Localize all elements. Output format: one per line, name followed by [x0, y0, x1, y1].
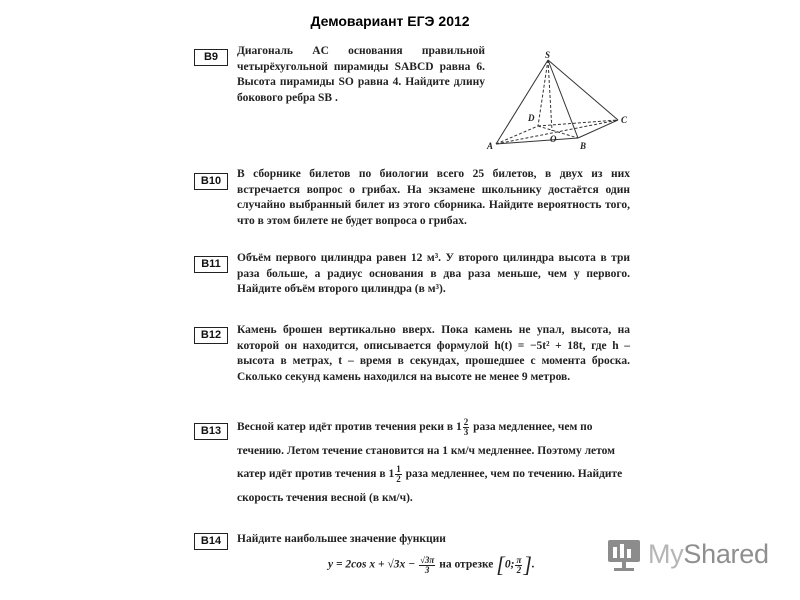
fraction-numerator: 1 — [396, 464, 401, 474]
task-text-b10: В сборнике билетов по биологии всего 25 билетов, в двух из них встречается вопрос о грибах. На экзамене школьнику достаётся один случайно выбранный билет из этого сборника. Найдите вероятность того, что в этом билете не будет вопроса о грибах. — [237, 168, 630, 227]
formula-interval-label: на отрезке — [439, 558, 494, 571]
fraction-denominator: 3 — [463, 427, 469, 437]
logo-text — [648, 539, 769, 570]
fraction — [419, 556, 435, 575]
task-label-b10: B10 — [194, 173, 228, 190]
fraction-denominator: 2 — [396, 474, 401, 484]
myshared-logo — [606, 536, 769, 572]
fraction — [463, 418, 470, 437]
interval-start: 0; — [504, 558, 515, 571]
b13-line3-tail: раза медленнее, чем по течению. Найдите — [405, 468, 623, 481]
fraction — [395, 465, 402, 484]
fraction-numerator: √3π — [419, 554, 435, 565]
fraction-denominator: 3 — [424, 564, 430, 575]
task-label-b12: B12 — [194, 327, 228, 344]
right-bracket: ] — [523, 552, 532, 577]
vertex-label-s: S — [545, 50, 551, 60]
task-text-b12: Камень брошен вертикально вверх. Пока камень не упал, высота, на которой он находится, описывается формулой h(t) = −5t² + 18t, где h – высота в метрах, t – время в секундах, прошедшее с момента броска. Сколько секунд камень находился на высоте не менее 9 метров. — [237, 324, 630, 383]
task-label-b14: B14 — [194, 533, 228, 550]
b13-line1-text: Весной катер идёт против течения реки в 1 — [237, 421, 462, 434]
fraction-numerator: 2 — [463, 417, 469, 427]
b13-line1-tail: раза медленнее, чем по — [473, 421, 593, 434]
task-text-b11: Объём первого цилиндра равен 12 м³. У второго цилиндра высота в три раза больше, а радиус основания в два раза меньше, чем у первого. Найдите объём второго цилиндра (в м³). — [237, 252, 630, 295]
task-text-b13-line1 — [237, 418, 593, 437]
b14-formula: y = 2cos x + √3x − $\frac{√3\pi}{3}$ на отрезке [0; $\frac{\pi}{2}$ ]. — [328, 552, 535, 577]
task-text-b13-line3 — [237, 465, 622, 484]
formula-main: y = 2cos x + √3x − — [328, 558, 416, 571]
fraction-denominator: 2 — [516, 564, 522, 575]
logo-text-shared: Shared — [683, 538, 769, 569]
task-label-b13: B13 — [194, 423, 228, 440]
presentation-board-icon — [606, 537, 642, 571]
b13-line3-text: катер идёт против течения в 1 — [237, 468, 395, 481]
task-label-b11: B11 — [194, 256, 228, 273]
left-bracket: [ — [496, 552, 505, 577]
task-label-b9: B9 — [194, 49, 228, 66]
page-title: Демовариант ЕГЭ 2012 — [310, 13, 470, 29]
vertex-label-d: D — [528, 113, 535, 123]
fraction-numerator: π — [516, 554, 522, 565]
task-text-b13-line4: скорость течения весной (в км/ч). — [237, 492, 413, 504]
fraction — [515, 556, 522, 575]
vertex-label-a: A — [487, 141, 494, 151]
task-text-b14: Найдите наибольшее значение функции — [237, 533, 446, 545]
vertex-label-b: B — [580, 141, 587, 151]
vertex-label-c: C — [621, 115, 628, 125]
task-text-b13-line2: течению. Летом течение становится на 1 км/ч медленнее. Поэтому летом — [237, 445, 615, 457]
task-text-b9: Диагональ AC основания правильной четырёхугольной пирамиды SABCD равна 6. Высота пирамиды SO равна 4. Найдите длину бокового ребра SB . — [237, 45, 485, 104]
vertex-label-o: O — [550, 134, 557, 144]
pyramid-figure — [486, 48, 636, 152]
logo-text-my: My — [648, 538, 684, 569]
